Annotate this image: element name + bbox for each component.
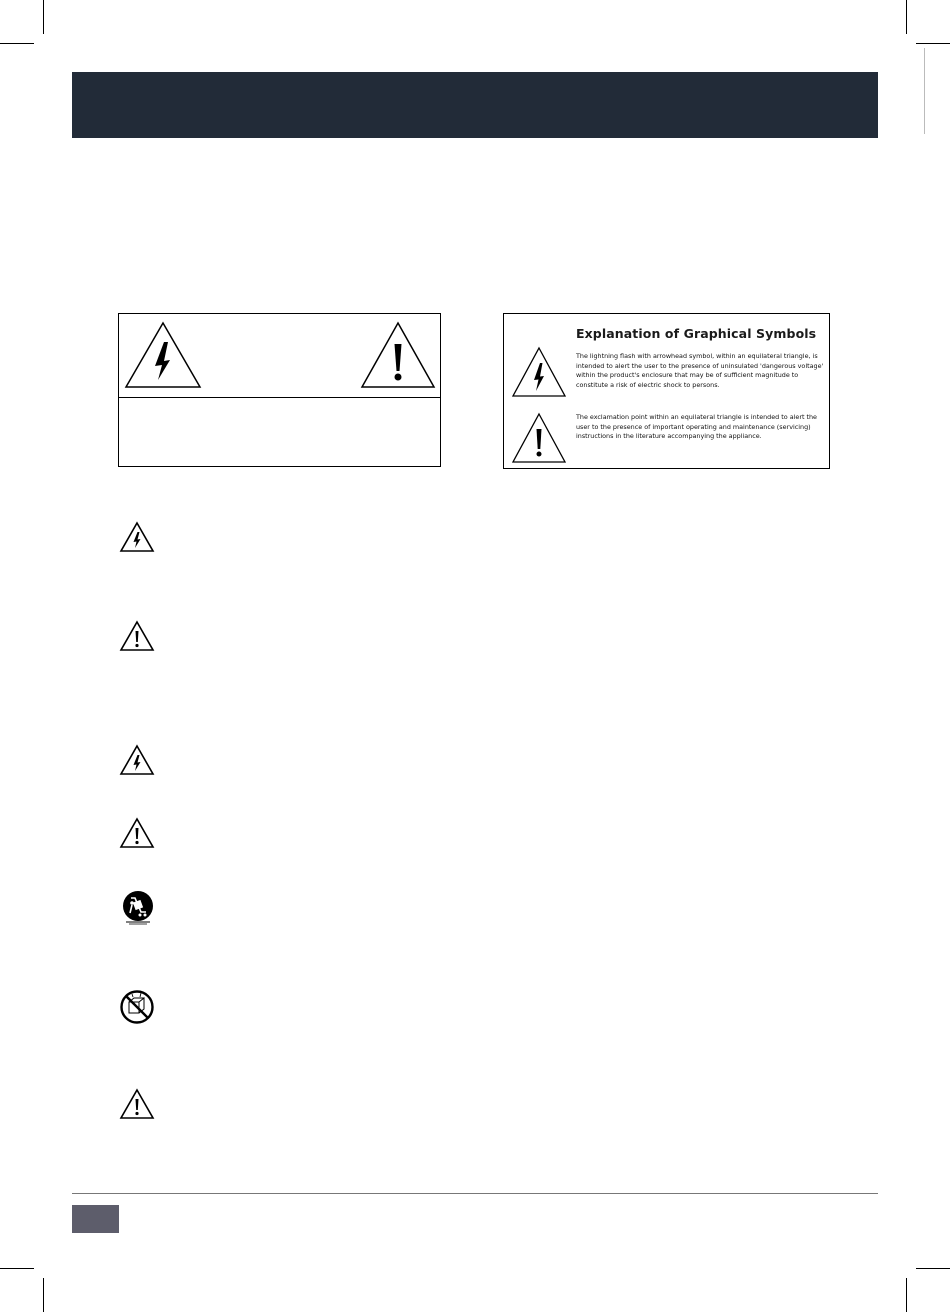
- cart-tip-over-icon: [120, 889, 156, 925]
- crop-mark: [916, 43, 950, 44]
- exclamation-explanation-text: The exclamation point within an equilateral triangle is intended to alert the user to the presence of important operating and maintenance (servicing) instructions in the literature accompanying the appliance.: [576, 413, 817, 441]
- exclamation-warning-icon: [119, 817, 155, 849]
- crop-mark: [916, 1268, 950, 1269]
- lightning-warning-icon: [119, 744, 155, 776]
- crop-mark: [0, 1268, 34, 1269]
- explanation-box: [503, 313, 830, 469]
- header-bar: [72, 72, 878, 138]
- crop-mark: [43, 0, 44, 34]
- explanation-title: Explanation of Graphical Symbols: [576, 326, 817, 341]
- crop-mark: [906, 1278, 907, 1312]
- crop-mark: [0, 43, 34, 44]
- exclamation-warning-icon: [511, 412, 567, 464]
- lightning-warning-icon: [119, 521, 155, 553]
- lightning-explanation-text: The lightning flash with arrowhead symbol, within an equilateral triangle, is intended to alert the user to the presence of uninsulated 'dangerous voltage' within the product's enclosure that may be of sufficient magnitude to constitute a risk of electric shock to persons.: [576, 352, 824, 389]
- page-number-tab: [72, 1205, 119, 1233]
- caution-label-box: [118, 313, 441, 467]
- footer-rule: [72, 1193, 878, 1194]
- do-not-open-icon: [119, 989, 155, 1025]
- box-divider: [119, 397, 440, 398]
- exclamation-warning-icon: [119, 1088, 155, 1120]
- exclamation-warning-icon: [360, 320, 436, 390]
- lightning-warning-icon: [511, 346, 567, 398]
- crop-mark: [906, 0, 907, 34]
- crop-mark: [924, 48, 925, 134]
- exclamation-warning-icon: [119, 620, 155, 652]
- crop-mark: [43, 1278, 44, 1312]
- lightning-warning-icon: [124, 320, 202, 390]
